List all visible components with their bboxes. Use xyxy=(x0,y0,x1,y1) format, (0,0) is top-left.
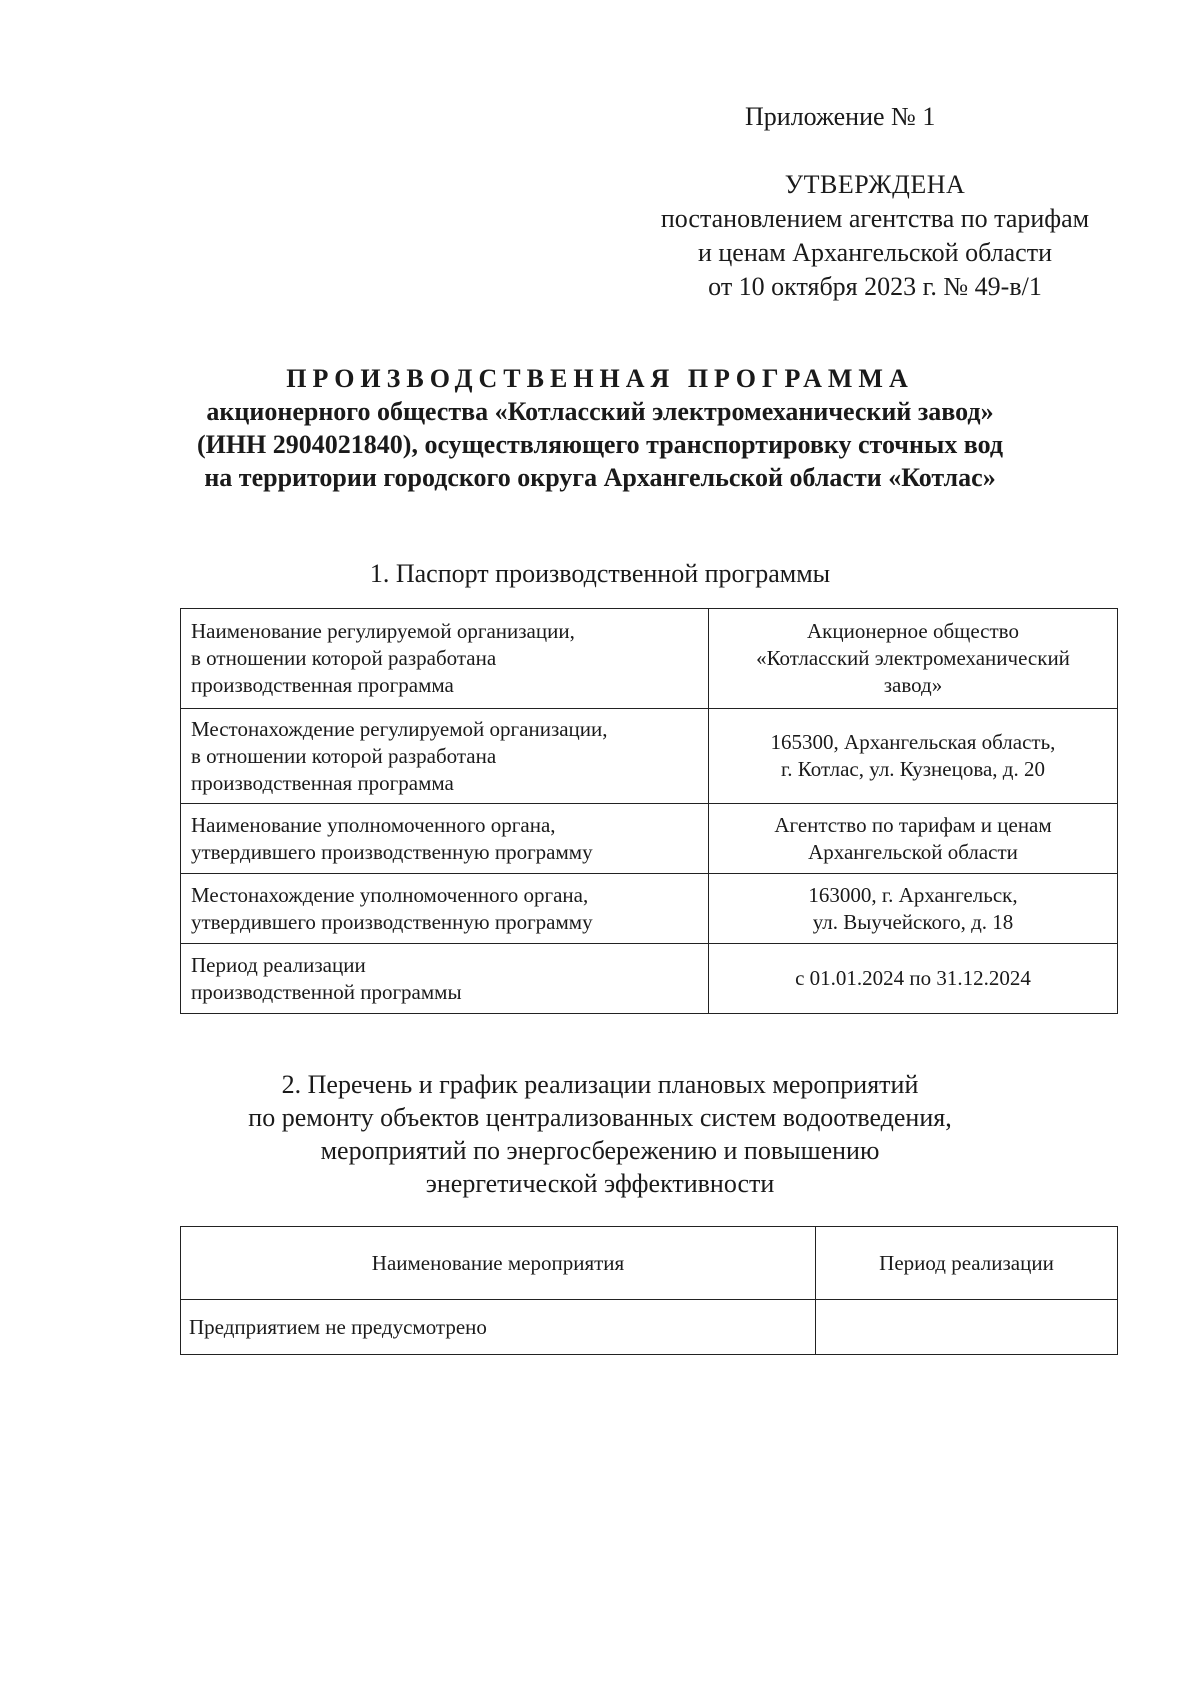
table-row xyxy=(181,874,1118,944)
column-header-event: Наименование мероприятия xyxy=(181,1227,816,1300)
table-row xyxy=(181,804,1118,874)
table-row xyxy=(181,709,1118,804)
passport-value-cell: Агентство по тарифам и ценам Архангельской области xyxy=(709,804,1118,874)
document-title xyxy=(150,362,1050,494)
passport-label-cell: Период реализации производственной программы xyxy=(181,944,709,1014)
period-cell xyxy=(816,1300,1118,1355)
table-row xyxy=(181,609,1118,709)
approval-stamp xyxy=(590,100,1160,304)
passport-value-cell: с 01.01.2024 по 31.12.2024 xyxy=(709,944,1118,1014)
passport-label-cell: Наименование регулируемой организации, в отношении которой разработана производственная программа xyxy=(181,609,709,709)
title-line: (ИНН 2904021840), осуществляющего транспортировку сточных вод xyxy=(196,430,1004,459)
title-line: на территории городского округа Архангельской области «Котлас» xyxy=(204,463,996,492)
column-header-period: Период реализации xyxy=(816,1227,1118,1300)
passport-value-cell: 163000, г. Архангельск, ул. Выучейского, д. 18 xyxy=(709,874,1118,944)
table-header-row xyxy=(181,1227,1118,1300)
passport-table xyxy=(180,608,1118,1014)
approval-line: и ценам Архангельской области xyxy=(697,238,1053,267)
passport-value-cell: Акционерное общество «Котласский электромеханический завод» xyxy=(709,609,1118,709)
event-cell: Предприятием не предусмотрено xyxy=(181,1300,816,1355)
section1-heading xyxy=(150,557,1050,590)
passport-label-cell: Местонахождение уполномоченного органа, утвердившего производственную программу xyxy=(181,874,709,944)
approval-line: от 10 октября 2023 г. № 49-в/1 xyxy=(708,272,1042,301)
section2-heading: 2. Перечень и график реализации плановых мероприятий по ремонту объектов централизованных систем водоотведения, мероприятий по энергосбережению и повышению энергетической эффективности xyxy=(248,1070,952,1198)
title-line: акционерного общества «Котласский электромеханический завод» xyxy=(206,397,994,426)
section1-heading-text: 1. Паспорт производственной программы xyxy=(369,559,831,588)
approved-label: УТВЕРЖДЕНА xyxy=(784,170,966,199)
approval-line: постановлением агентства по тарифам xyxy=(660,204,1090,233)
passport-label-cell: Местонахождение регулируемой организации, в отношении которой разработана производственная программа xyxy=(181,709,709,804)
passport-value-cell: 165300, Архангельская область, г. Котлас, ул. Кузнецова, д. 20 xyxy=(709,709,1118,804)
title-heading: ПРОИЗВОДСТВЕННАЯ ПРОГРАММА xyxy=(286,364,914,393)
table-row xyxy=(181,1300,1118,1355)
annex-number: Приложение № 1 xyxy=(745,102,936,131)
table-row xyxy=(181,944,1118,1014)
events-table xyxy=(180,1226,1118,1355)
passport-label-cell: Наименование уполномоченного органа, утвердившего производственную программу xyxy=(181,804,709,874)
